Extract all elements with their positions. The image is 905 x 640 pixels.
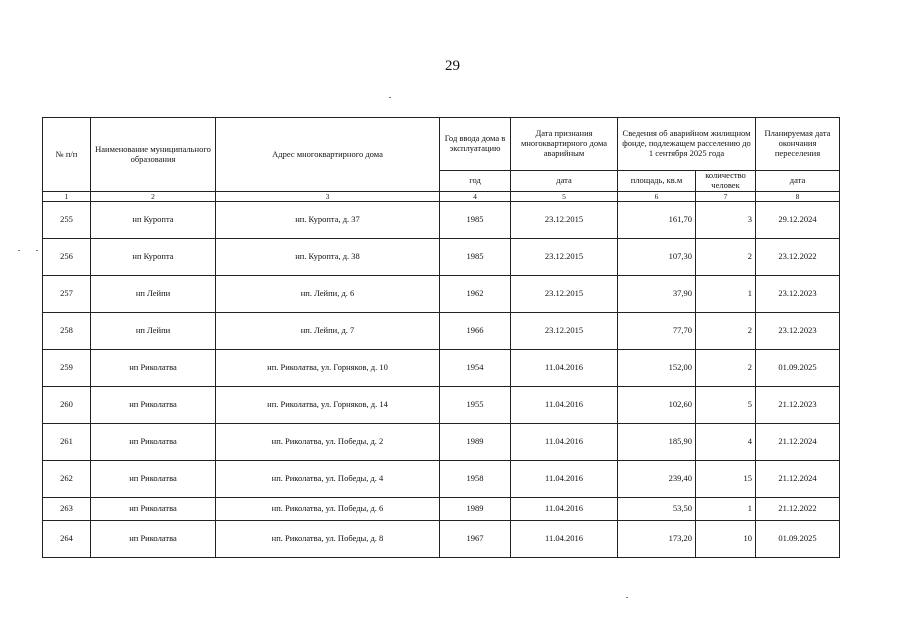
people-count-cell: 5 [696, 387, 756, 424]
emergency-date-cell: 23.12.2015 [511, 313, 618, 350]
year-cell: 1958 [440, 461, 511, 498]
municipality-cell: нп Риколатва [91, 521, 216, 558]
column-number: 4 [440, 192, 511, 202]
row-number: 258 [43, 313, 91, 350]
subheader-plan-date: дата [756, 171, 840, 192]
table-row [43, 498, 840, 521]
municipality-cell: нп Риколатва [91, 498, 216, 521]
people-count-cell: 1 [696, 276, 756, 313]
header-address: Адрес многоквартирного дома [216, 118, 440, 192]
address-cell: нп. Риколатва, ул. Победы, д. 2 [216, 424, 440, 461]
municipality-cell: нп Риколатва [91, 350, 216, 387]
year-cell: 1985 [440, 239, 511, 276]
row-number: 260 [43, 387, 91, 424]
header-fund-info: Сведения об аварийном жилищном фонде, подлежащем расселению до 1 сентября 2025 года [618, 118, 756, 171]
scan-speck [389, 97, 391, 98]
municipality-cell: нп Лейпи [91, 313, 216, 350]
header-emergency-date: Дата признания многоквартирного дома аварийным [511, 118, 618, 171]
emergency-date-cell: 11.04.2016 [511, 387, 618, 424]
header-municipality: Наименование муниципального образования [91, 118, 216, 192]
table-row [43, 313, 840, 350]
address-cell: нп. Риколатва, ул. Победы, д. 8 [216, 521, 440, 558]
area-cell: 107,30 [618, 239, 696, 276]
header-planned-date: Планируемая дата окончания переселения [756, 118, 840, 171]
planned-date-cell: 21.12.2024 [756, 461, 840, 498]
emergency-date-cell: 11.04.2016 [511, 498, 618, 521]
people-count-cell: 2 [696, 350, 756, 387]
area-cell: 161,70 [618, 202, 696, 239]
table-row [43, 350, 840, 387]
address-cell: нп. Лейпи, д. 6 [216, 276, 440, 313]
column-number: 5 [511, 192, 618, 202]
address-cell: нп. Куропта, д. 38 [216, 239, 440, 276]
column-number: 2 [91, 192, 216, 202]
address-cell: нп. Риколатва, ул. Горняков, д. 10 [216, 350, 440, 387]
scan-speck [18, 250, 20, 251]
planned-date-cell: 23.12.2022 [756, 239, 840, 276]
emergency-date-cell: 11.04.2016 [511, 350, 618, 387]
row-number: 257 [43, 276, 91, 313]
address-cell: нп. Риколатва, ул. Победы, д. 6 [216, 498, 440, 521]
table-row [43, 424, 840, 461]
area-cell: 173,20 [618, 521, 696, 558]
emergency-date-cell: 11.04.2016 [511, 521, 618, 558]
column-number-row [43, 192, 840, 202]
row-number: 264 [43, 521, 91, 558]
row-number: 262 [43, 461, 91, 498]
planned-date-cell: 21.12.2023 [756, 387, 840, 424]
subheader-date: дата [511, 171, 618, 192]
subheader-people: количество человек [696, 171, 756, 192]
people-count-cell: 10 [696, 521, 756, 558]
row-number: 259 [43, 350, 91, 387]
subheader-year: год [440, 171, 511, 192]
address-cell: нп. Риколатва, ул. Горняков, д. 14 [216, 387, 440, 424]
municipality-cell: нп Риколатва [91, 387, 216, 424]
area-cell: 53,50 [618, 498, 696, 521]
column-number: 7 [696, 192, 756, 202]
header-number: № п/п [43, 118, 91, 192]
planned-date-cell: 21.12.2022 [756, 498, 840, 521]
year-cell: 1989 [440, 424, 511, 461]
municipality-cell: нп Риколатва [91, 461, 216, 498]
year-cell: 1954 [440, 350, 511, 387]
year-cell: 1985 [440, 202, 511, 239]
municipality-cell: нп Куропта [91, 239, 216, 276]
address-cell: нп. Риколатва, ул. Победы, д. 4 [216, 461, 440, 498]
emergency-date-cell: 23.12.2015 [511, 202, 618, 239]
column-number: 3 [216, 192, 440, 202]
people-count-cell: 15 [696, 461, 756, 498]
table-row [43, 239, 840, 276]
people-count-cell: 3 [696, 202, 756, 239]
municipality-cell: нп Риколатва [91, 424, 216, 461]
year-cell: 1962 [440, 276, 511, 313]
address-cell: нп. Лейпи, д. 7 [216, 313, 440, 350]
planned-date-cell: 23.12.2023 [756, 276, 840, 313]
page-number: 29 [445, 58, 460, 74]
people-count-cell: 2 [696, 239, 756, 276]
table-row [43, 202, 840, 239]
municipality-cell: нп Куропта [91, 202, 216, 239]
year-cell: 1955 [440, 387, 511, 424]
column-number: 8 [756, 192, 840, 202]
address-cell: нп. Куропта, д. 37 [216, 202, 440, 239]
scan-speck [36, 250, 38, 251]
row-number: 256 [43, 239, 91, 276]
row-number: 261 [43, 424, 91, 461]
area-cell: 77,70 [618, 313, 696, 350]
people-count-cell: 2 [696, 313, 756, 350]
subheader-area: площадь, кв.м [618, 171, 696, 192]
row-number: 255 [43, 202, 91, 239]
table-row [43, 521, 840, 558]
municipality-cell: нп Лейпи [91, 276, 216, 313]
planned-date-cell: 23.12.2023 [756, 313, 840, 350]
table-row [43, 387, 840, 424]
people-count-cell: 1 [696, 498, 756, 521]
planned-date-cell: 21.12.2024 [756, 424, 840, 461]
header-year-built: Год ввода дома в эксплуатацию [440, 118, 511, 171]
emergency-date-cell: 11.04.2016 [511, 461, 618, 498]
emergency-date-cell: 11.04.2016 [511, 424, 618, 461]
emergency-date-cell: 23.12.2015 [511, 239, 618, 276]
column-number: 1 [43, 192, 91, 202]
planned-date-cell: 01.09.2025 [756, 350, 840, 387]
scan-speck [626, 597, 628, 598]
area-cell: 37,90 [618, 276, 696, 313]
year-cell: 1989 [440, 498, 511, 521]
area-cell: 152,00 [618, 350, 696, 387]
row-number: 263 [43, 498, 91, 521]
planned-date-cell: 29.12.2024 [756, 202, 840, 239]
planned-date-cell: 01.09.2025 [756, 521, 840, 558]
emergency-date-cell: 23.12.2015 [511, 276, 618, 313]
area-cell: 185,90 [618, 424, 696, 461]
year-cell: 1967 [440, 521, 511, 558]
people-count-cell: 4 [696, 424, 756, 461]
year-cell: 1966 [440, 313, 511, 350]
area-cell: 102,60 [618, 387, 696, 424]
table-row [43, 461, 840, 498]
column-number: 6 [618, 192, 696, 202]
table-row [43, 276, 840, 313]
area-cell: 239,40 [618, 461, 696, 498]
resettlement-table [42, 117, 840, 558]
